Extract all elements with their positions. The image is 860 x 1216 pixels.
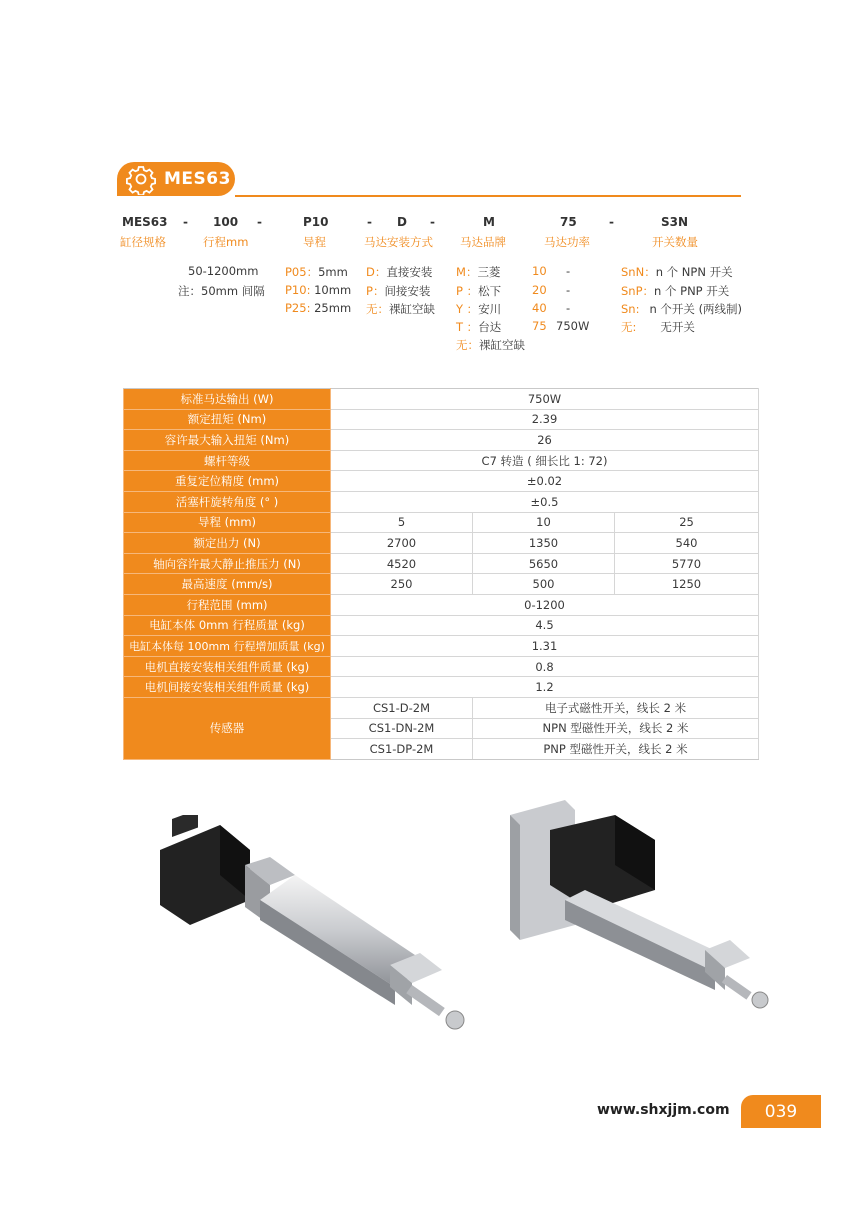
code-mount: D <box>397 215 407 229</box>
actuator-inline-image <box>150 815 480 1040</box>
brand-option: T ：台达 <box>456 320 502 334</box>
switch-option: Sn: n 个开关 (两线制) <box>621 302 743 316</box>
mount-option: D：直接安装 <box>366 265 433 279</box>
brand-option: M：三菱 <box>456 265 501 279</box>
label-switch: 开关数量 <box>652 235 698 249</box>
power-option-value: - <box>566 264 571 278</box>
table-row: CS1-DN-2M NPN 型磁性开关，线长 2 米 <box>124 718 759 739</box>
code-dash: - <box>609 215 614 229</box>
brand-option: P ：松下 <box>456 284 502 298</box>
lead-option: P05：5mm <box>285 265 348 279</box>
code-bore: MES63 <box>122 215 168 229</box>
table-row: 电缸本体 0mm 行程质量 (kg) 4.5 <box>124 615 759 636</box>
power-option-key: 20 <box>532 283 547 297</box>
mount-option: P：间接安装 <box>366 284 431 298</box>
label-lead: 导程 <box>303 235 326 249</box>
table-row: 导程 (mm) 5 10 25 <box>124 512 759 533</box>
table-row: 重复定位精度 (mm) ±0.02 <box>124 471 759 492</box>
table-row: 螺杆等级 C7 转造 ( 细长比 1: 72) <box>124 450 759 471</box>
header-rule <box>235 195 741 197</box>
actuator-side-mount-image <box>505 800 775 1025</box>
label-brand: 马达品牌 <box>460 235 506 249</box>
brand-option: Y ：安川 <box>456 302 502 316</box>
label-power: 马达功率 <box>544 235 590 249</box>
power-option-key: 40 <box>532 301 547 315</box>
model-title: MES63 <box>164 169 231 189</box>
code-dash: - <box>430 215 435 229</box>
table-row: 行程范围 (mm) 0-1200 <box>124 594 759 615</box>
label-stroke: 行程mm <box>203 235 249 249</box>
code-power: 75 <box>560 215 577 229</box>
power-option-key: 10 <box>532 264 547 278</box>
table-row: 额定出力 (N) 2700 1350 540 <box>124 533 759 554</box>
lead-option: P10: 10mm <box>285 283 352 297</box>
table-row: 最高速度 (mm/s) 250 500 1250 <box>124 574 759 595</box>
label-mount: 马达安装方式 <box>364 235 433 249</box>
table-row: 传感器 CS1-D-2M 电子式磁性开关，线长 2 米 <box>124 697 759 718</box>
code-dash: - <box>183 215 188 229</box>
table-row: 电缸本体每 100mm 行程增加质量 (kg) 1.31 <box>124 636 759 657</box>
switch-option: SnN：n 个 NPN 开关 <box>621 265 733 279</box>
table-row: 电机间接安装相关组件质量 (kg) 1.2 <box>124 677 759 698</box>
power-option-value: - <box>566 283 571 297</box>
gear-icon <box>125 163 157 195</box>
brand-option: 无：裸缸空缺 <box>456 338 525 352</box>
label-bore: 缸径规格 <box>120 235 166 249</box>
stroke-option: 50-1200mm <box>188 264 259 278</box>
table-row: 轴向容许最大静止推压力 (N) 4520 5650 5770 <box>124 553 759 574</box>
spec-table <box>123 388 759 760</box>
stroke-note: 注：50mm 间隔 <box>178 284 265 298</box>
code-lead: P10 <box>303 215 329 229</box>
code-dash: - <box>367 215 372 229</box>
table-row: 额定扭矩 (Nm) 2.39 <box>124 409 759 430</box>
power-option-key: 75 <box>532 319 547 333</box>
table-row: 活塞杆旋转角度 (° ) ±0.5 <box>124 491 759 512</box>
switch-option: SnP：n 个 PNP 开关 <box>621 284 730 298</box>
power-option-value: - <box>566 301 571 315</box>
model-badge <box>117 162 235 196</box>
code-stroke: 100 <box>213 215 239 229</box>
table-row: CS1-DP-2M PNP 型磁性开关，线长 2 米 <box>124 739 759 760</box>
table-row: 标准马达输出 (W) 750W <box>124 389 759 410</box>
website-url: www.shxjjm.com <box>597 1102 730 1118</box>
code-brand: M <box>483 215 495 229</box>
table-row: 电机直接安装相关组件质量 (kg) 0.8 <box>124 656 759 677</box>
mount-option: 无：裸缸空缺 <box>366 302 435 316</box>
switch-option: 无: 无开关 <box>621 320 695 334</box>
power-option-value: 750W <box>556 319 590 333</box>
lead-option: P25: 25mm <box>285 301 352 315</box>
code-switch: S3N <box>661 215 689 229</box>
table-row: 容许最大输入扭矩 (Nm) 26 <box>124 430 759 451</box>
code-dash: - <box>257 215 262 229</box>
page-number: 039 <box>741 1095 821 1128</box>
